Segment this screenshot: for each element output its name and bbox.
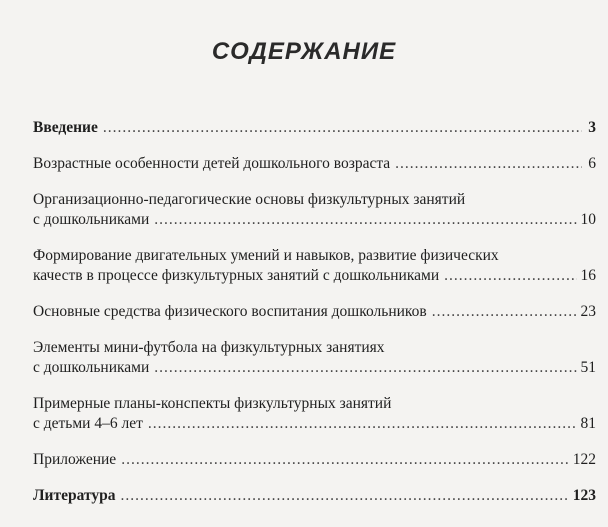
toc-page-number: 23 bbox=[580, 303, 596, 320]
leader-dots bbox=[103, 118, 582, 138]
toc-entry-lesson-plans bbox=[33, 394, 596, 434]
toc-entry-title: Возрастные особенности детей дошкольного возраста bbox=[33, 155, 391, 172]
toc-page-number: 16 bbox=[580, 267, 596, 284]
toc-entry-main-means bbox=[33, 302, 596, 322]
toc-entry-title: Организационно-педагогические основы физкультурных занятий bbox=[33, 191, 466, 208]
toc-entry-appendix bbox=[33, 450, 596, 470]
toc-page-number: 81 bbox=[580, 415, 596, 432]
leader-dots bbox=[444, 266, 576, 286]
toc-entry-title: Элементы мини-футбола на физкультурных занятиях bbox=[33, 339, 385, 356]
toc-entry-title: Введение bbox=[33, 119, 98, 136]
page-title: СОДЕРЖАНИЕ bbox=[211, 38, 397, 65]
toc-entry-introduction bbox=[33, 118, 596, 138]
toc-entry-literature bbox=[33, 486, 596, 506]
toc-entry-title: Формирование двигательных умений и навыков, развитие физических bbox=[33, 247, 499, 264]
leader-dots bbox=[154, 358, 576, 378]
leader-dots bbox=[154, 210, 576, 230]
toc-page-number: 122 bbox=[572, 451, 596, 468]
toc-entry-title: Приложение bbox=[33, 451, 117, 468]
toc-entry-motor-skills bbox=[33, 246, 596, 286]
toc-page-number: 123 bbox=[572, 487, 596, 504]
toc-entry-title: Основные средства физического воспитания дошкольников bbox=[33, 303, 427, 320]
toc-entry-organization bbox=[33, 190, 596, 230]
toc-entry-title-cont: с дошкольниками bbox=[33, 359, 150, 376]
toc-entry-title-cont: качеств в процессе физкультурных занятий с дошкольниками bbox=[33, 267, 440, 284]
toc-page-number: 6 bbox=[588, 155, 596, 172]
toc-entry-title-cont: с детьми 4–6 лет bbox=[33, 415, 143, 432]
leader-dots bbox=[121, 450, 569, 470]
table-of-contents bbox=[33, 114, 596, 506]
toc-page-number: 10 bbox=[580, 211, 596, 228]
toc-entry-title: Литература bbox=[33, 487, 116, 504]
leader-dots bbox=[395, 154, 582, 174]
toc-page-number: 51 bbox=[580, 359, 596, 376]
toc-entry-age-features bbox=[33, 154, 596, 174]
leader-dots bbox=[120, 486, 568, 506]
leader-dots bbox=[148, 414, 577, 434]
leader-dots bbox=[432, 302, 577, 322]
toc-entry-mini-football bbox=[33, 338, 596, 378]
toc-page-number: 3 bbox=[588, 119, 596, 136]
toc-entry-title: Примерные планы-конспекты физкультурных занятий bbox=[33, 395, 392, 412]
toc-entry-title-cont: с дошкольниками bbox=[33, 211, 150, 228]
